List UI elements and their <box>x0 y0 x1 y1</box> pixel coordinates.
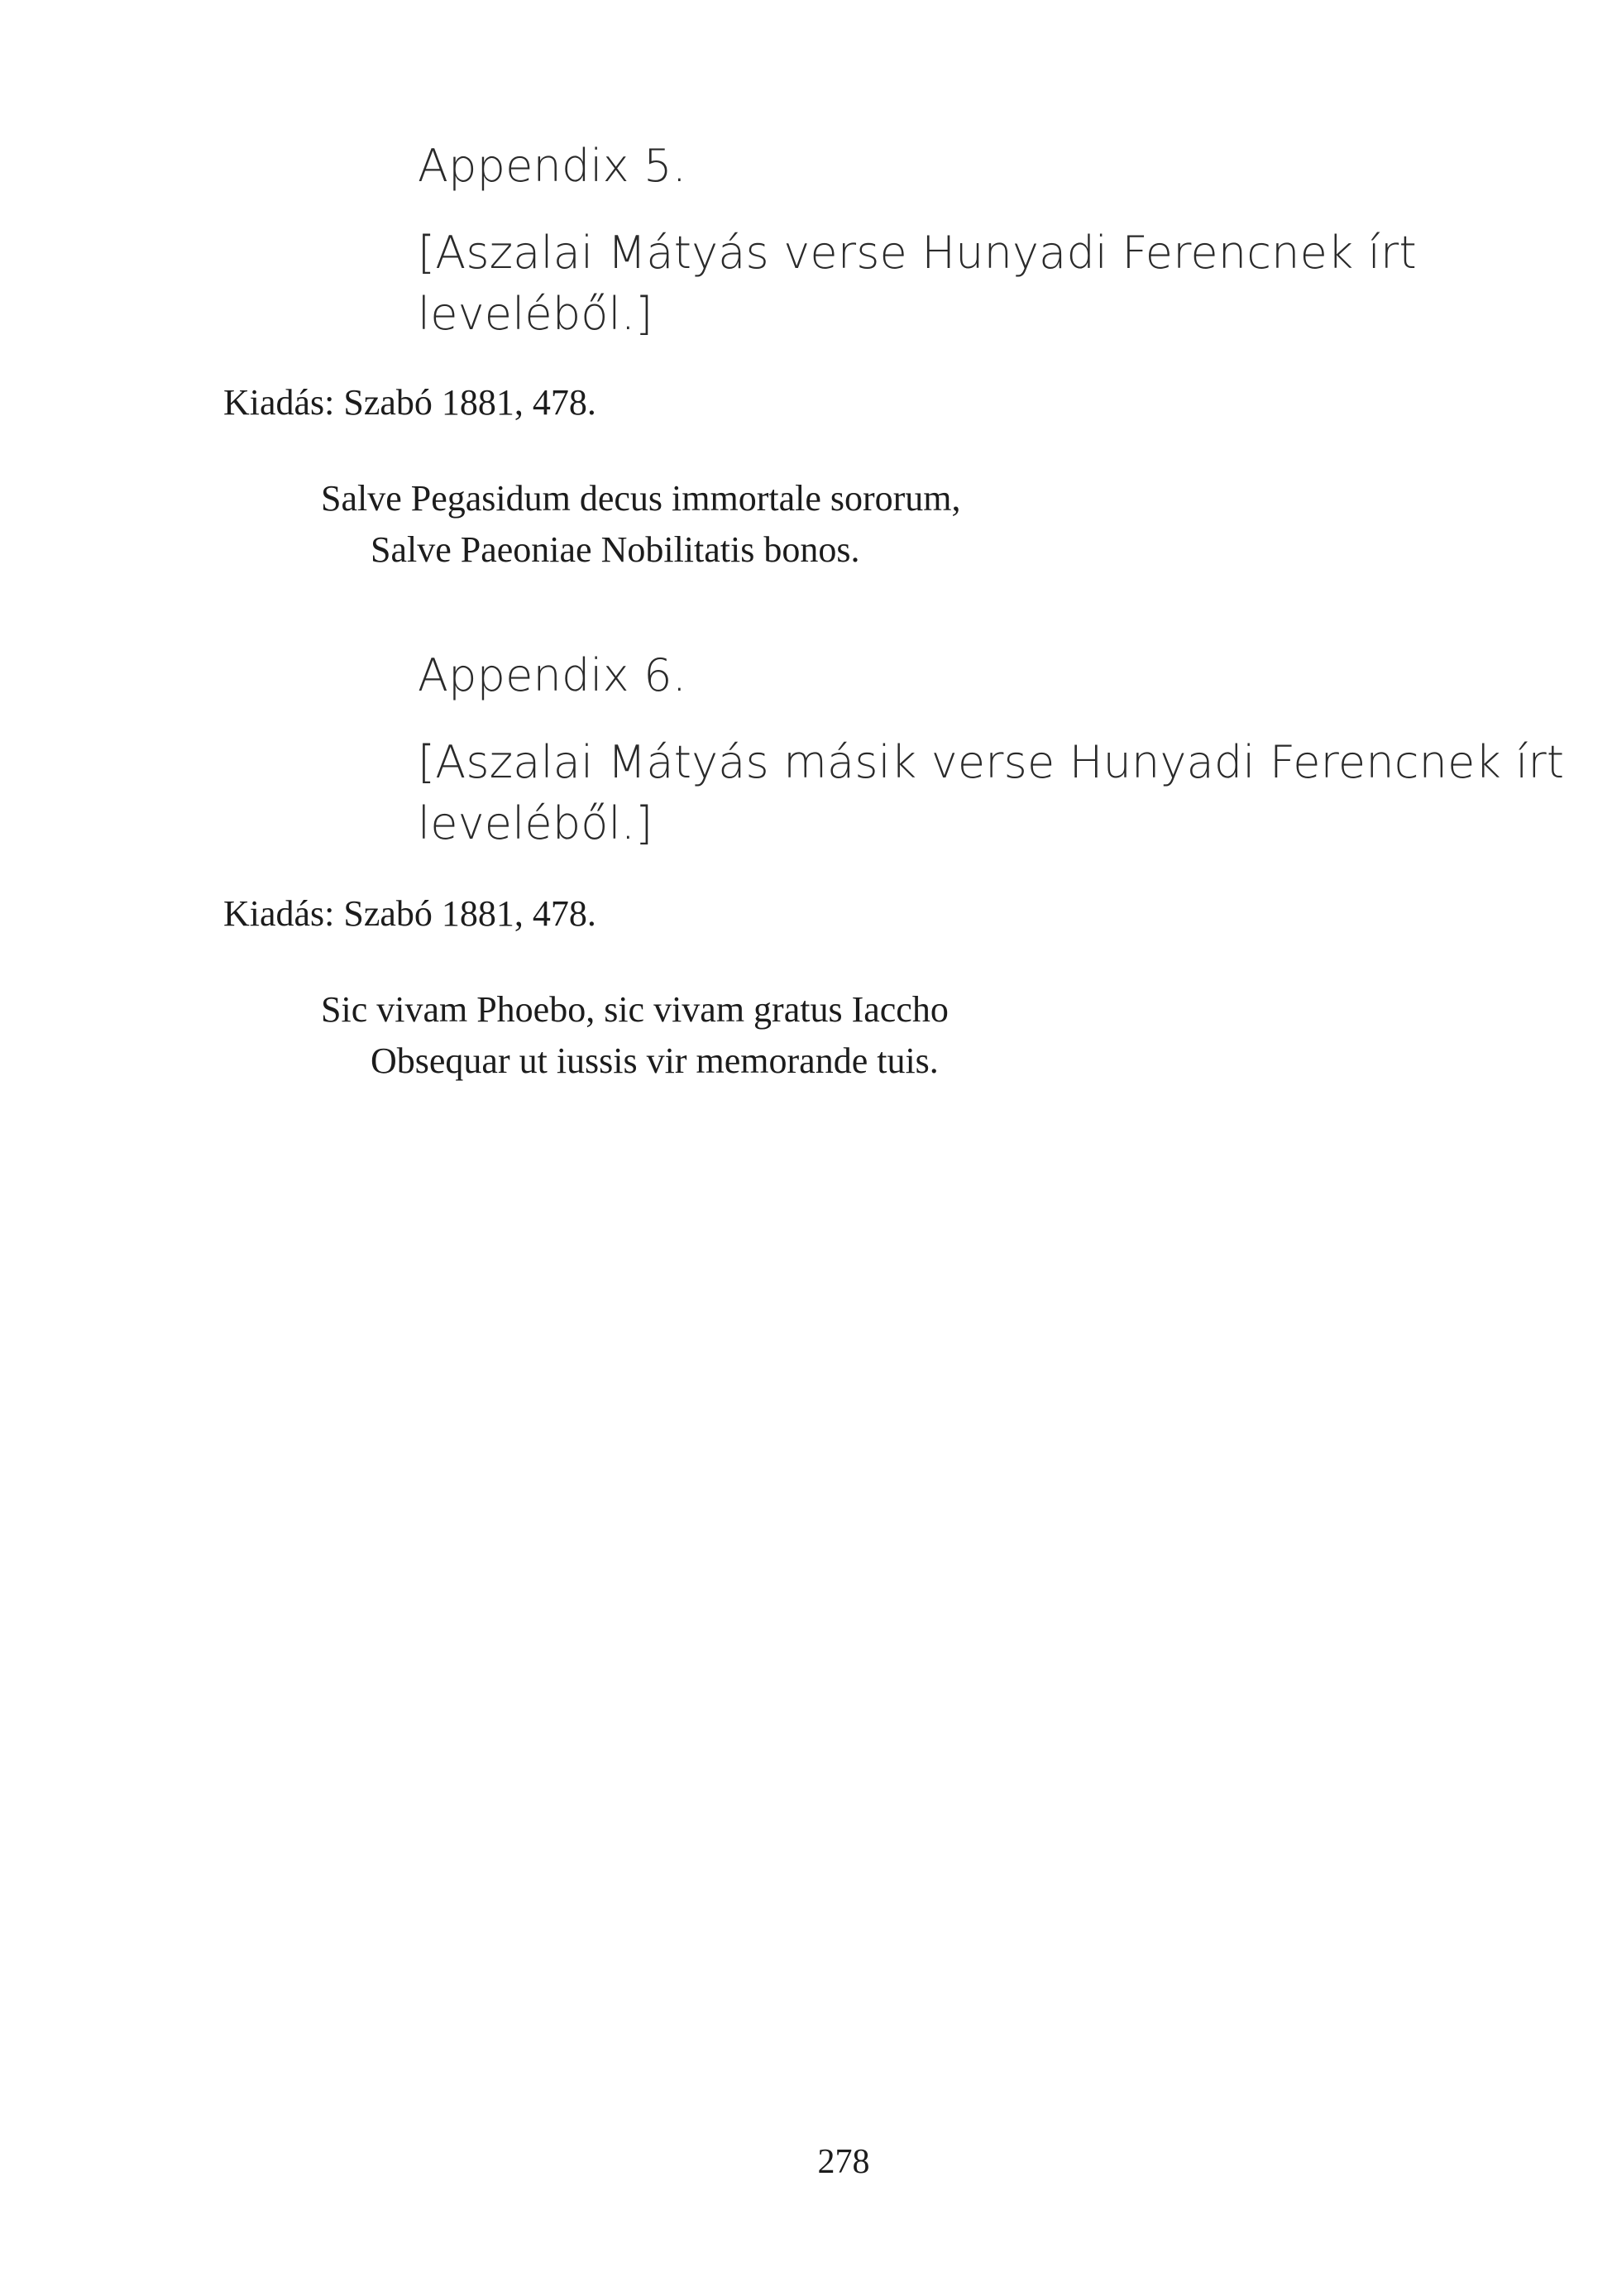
verse-line: Sic vivam Phoebo, sic vivam gratus Iaccho <box>321 989 949 1030</box>
appendix-6-subtitle-line-2: leveléből.] <box>418 797 653 849</box>
appendix-6-subtitle-line-1: [Aszalai Mátyás másik verse Hunyadi Ferencnek írt <box>418 736 1565 788</box>
appendix-5-subtitle-line-1: [Aszalai Mátyás verse Hunyadi Ferencnek írt <box>418 227 1417 279</box>
verse-line: Salve Pegasidum decus immortale sororum, <box>321 478 961 519</box>
appendix-5-verse <box>321 473 961 576</box>
verse-line: Salve Paeoniae Nobilitatis bonos. <box>371 529 860 570</box>
appendix-5-subtitle-line-2: leveléből.] <box>418 288 653 340</box>
page-number: 278 <box>817 2143 870 2181</box>
appendix-6-verse <box>321 984 949 1087</box>
verse-line: Obsequar ut iussis vir memorande tuis. <box>371 1040 939 1081</box>
appendix-6-subtitle <box>418 732 1565 854</box>
appendix-6-source: Kiadás: Szabó 1881, 478. <box>223 893 596 934</box>
appendix-5-title: Appendix 5. <box>418 140 687 192</box>
appendix-6-title: Appendix 6. <box>418 649 687 701</box>
appendix-5-source: Kiadás: Szabó 1881, 478. <box>223 382 596 423</box>
appendix-5-subtitle <box>418 222 1493 345</box>
